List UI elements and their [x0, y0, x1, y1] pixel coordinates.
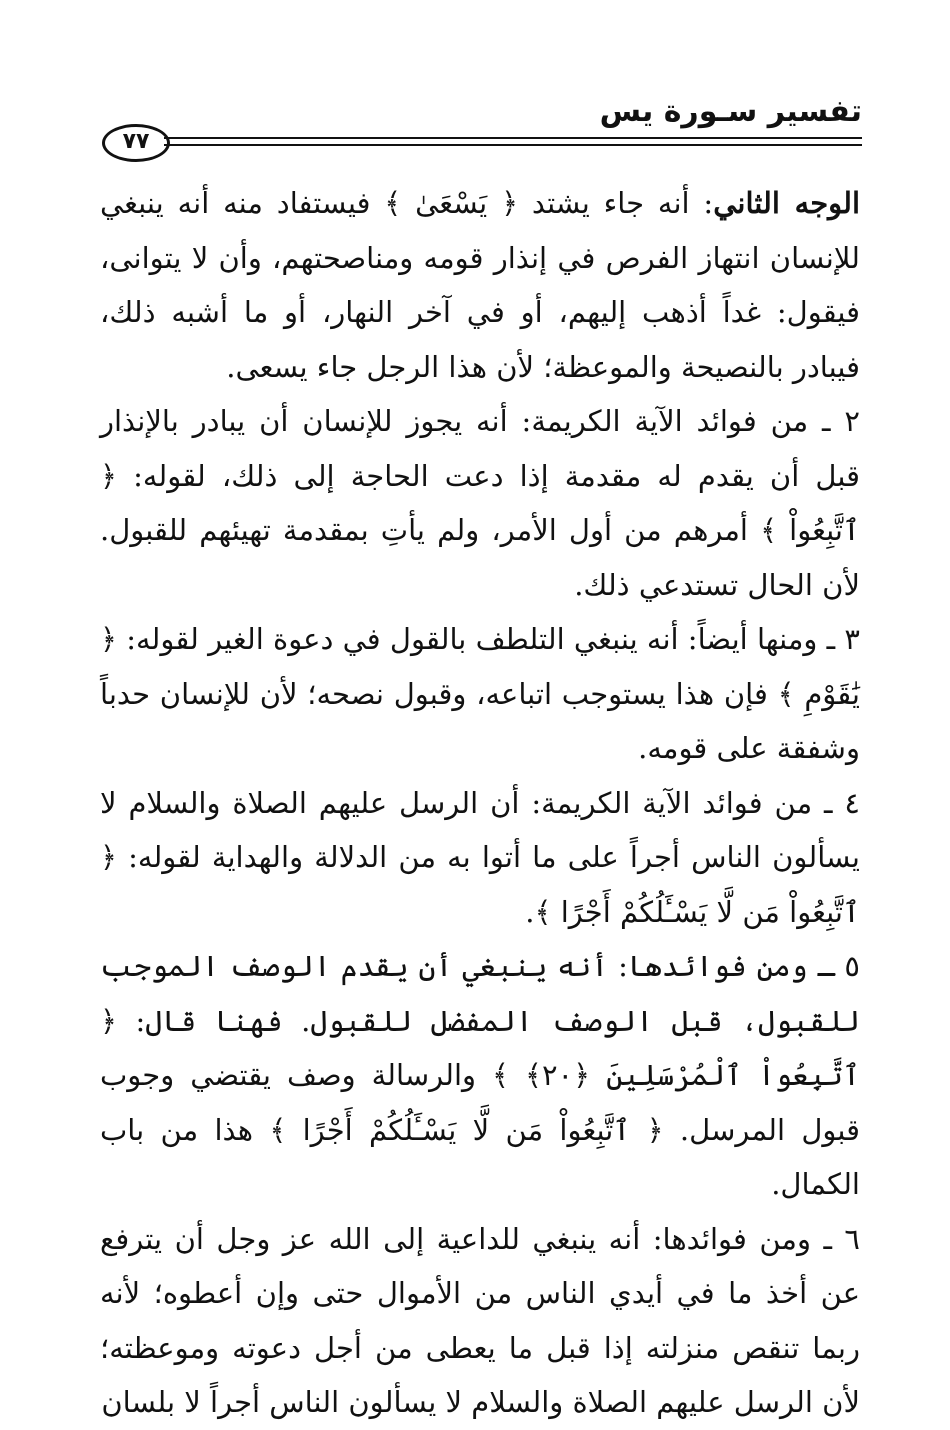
paragraph	[100, 394, 860, 612]
header-rule-bottom	[164, 144, 862, 146]
paragraph-text: ٦ ـ ومن فوائدها: أنه ينبغي للداعية إلى الله عز وجل أن يترفع عن أخذ ما في أيدي الناس من الأموال حتى وإن أعطوه؛ لأنه ربما تنقص منزلته إذا قبل ما يعطى من أجل دعوته وموعظته؛ لأن الرسل عليهم الصلاة والسلام لا يسألون الناس أجراً لا بلسان	[100, 1221, 860, 1419]
paragraph	[100, 612, 860, 776]
paragraph-text: ٢ ـ من فوائد الآية الكريمة: أنه يجوز للإنسان أن يبادر بالإنذار قبل أن يقدم له مقدمة إذا دعت الحاجة إلى ذلك، لقوله: ﴿ ٱتَّبِعُواْ ﴾ أمرهم من أول الأمر، ولم يأتِ بمقدمة تهيئهم للقبول. لأن الحال تستدعي ذلك.	[100, 404, 860, 602]
paragraph	[100, 776, 860, 940]
paragraph-text: ٥ ـ ومن فوائدها: أنه ينبغي أن يقدم الوصف الموجب للقبول، قبل الوصف المفضل للقبول. فهنا قال: ﴿ ٱتَّبِعُواْ ٱلْمُرْسَلِينَ ﴿٢٠﴾ ﴾ والرسالة وصف يقتضي وجوب قبول المرسل. ﴿ ٱتَّبِعُواْ مَن لَّا يَسْـَٔلُكُمْ أَجْرًا ﴾ هذا من باب الكمال.	[100, 949, 860, 1201]
page-header	[96, 94, 862, 164]
page-number: ٧٧	[102, 124, 170, 162]
paragraph	[100, 176, 860, 394]
header-rule-top	[164, 137, 862, 139]
paragraph-text: ٤ ـ من فوائد الآية الكريمة: أن الرسل عليهم الصلاة والسلام لا يسألون الناس أجراً على ما أتوا به من الدلالة والهداية لقوله: ﴿ ٱتَّبِعُواْ مَن لَّا يَسْـَٔلُكُمْ أَجْرًا ﴾.	[100, 785, 860, 929]
paragraph	[100, 939, 860, 1212]
body-text	[100, 176, 860, 1419]
paragraph-text: : أنه جاء يشتد ﴿ يَسْعَىٰ ﴾ فيستفاد منه أنه ينبغي للإنسان انتهاز الفرص في إنذار قومه ومناصحتهم، وأن لا يتوانى، فيقول: غداً أذهب إليهم، أو في آخر النهار، أو ما أشبه ذلك، فيبادر بالنصيحة والموعظة؛ لأن هذا الرجل جاء يسعى.	[100, 186, 860, 384]
paragraph-text: ٣ ـ ومنها أيضاً: أنه ينبغي التلطف بالقول في دعوة الغير لقوله: ﴿ يَٰقَوْمِ ﴾ فإن هذا يستوجب اتباعه، وقبول نصحه؛ لأن للإنسان حدباً وشفقة على قومه.	[100, 622, 860, 765]
running-title: تفسير سـورة يس	[599, 94, 862, 129]
paragraph-lead: الوجه الثاني	[713, 186, 860, 220]
paragraph	[100, 1212, 860, 1430]
